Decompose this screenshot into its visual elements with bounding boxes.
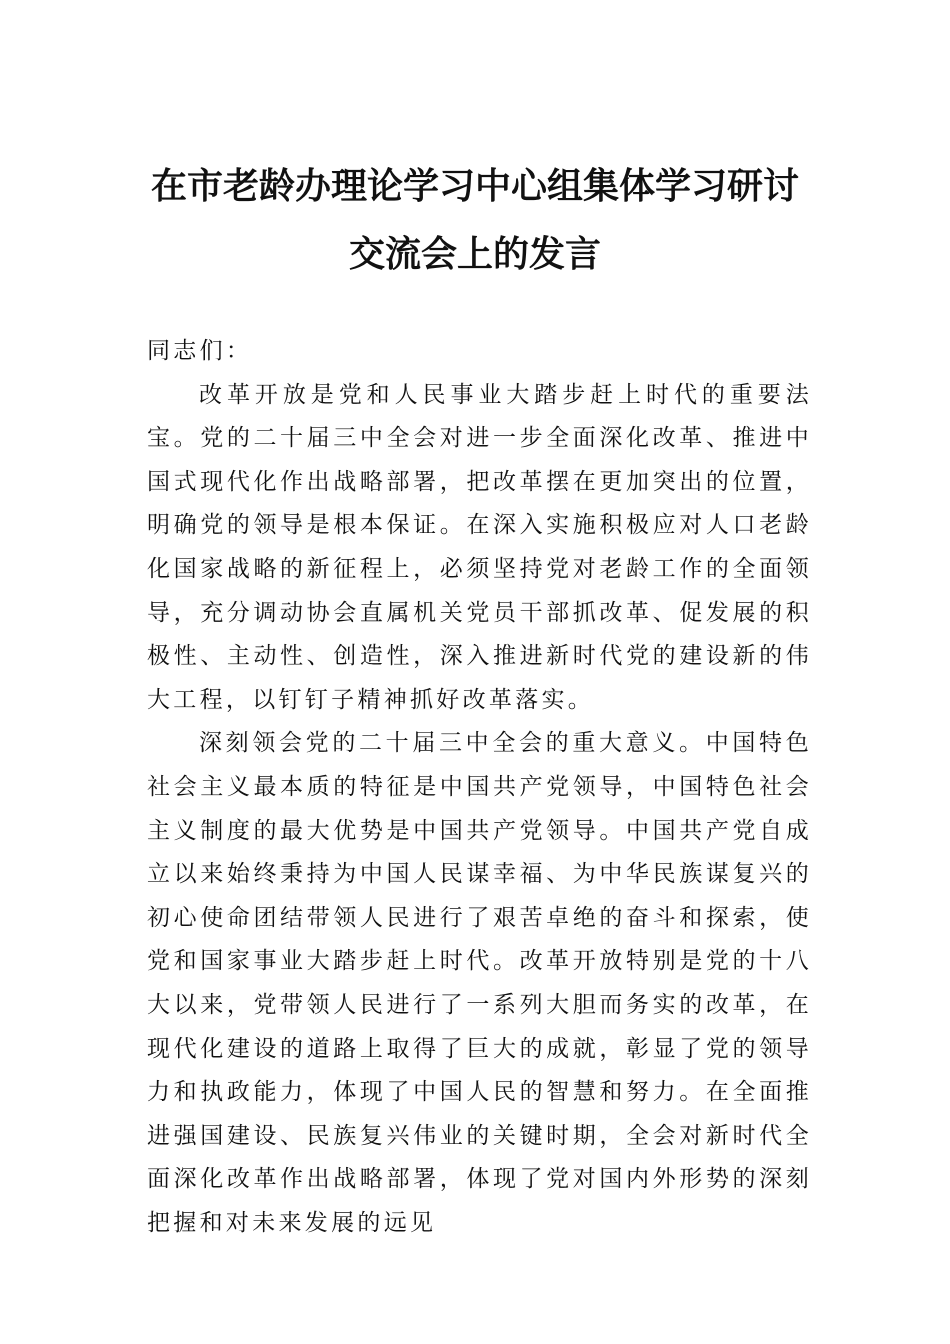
document-title-line-2: 交流会上的发言 <box>348 233 601 275</box>
paragraph-2: 深刻领会党的二十届三中全会的重大意义。中国特色社会主义最本质的特征是中国共产党领导，中国特色社会主义制度的最大优势是中国共产党领导。中国共产党自成立以来始终秉持为中国人民谋幸福、为中华民族谋复兴的初心使命团结带领人民进行了艰苦卓绝的奋斗和探索，使党和国家事业大踏步赶上时代。改革开放特别是党的十八大以来，党带领人民进行了一系列大胆而务实的改革，在现代化建设的道路上取得了巨大的成就，彰显了党的领导力和执政能力，体现了中国人民的智慧和努力。在全面推进强国建设、民族复兴伟业的关键时期，全会对新时代全面深化改革作出战略部署，体现了党对国内外形势的深刻把握和对未来发展的远见 <box>147 730 812 1236</box>
document-body <box>147 330 812 1245</box>
paragraph-1: 改革开放是党和人民事业大踏步赶上时代的重要法宝。党的二十届三中全会对进一步全面深化改革、推进中国式现代化作出战略部署，把改革摆在更加突出的位置，明确党的领导是根本保证。在深入实施积极应对人口老龄化国家战略的新征程上，必须坚持党对老龄工作的全面领导，充分调动协会直属机关党员干部抓改革、促发展的积极性、主动性、创造性，深入推进新时代党的建设新的伟大工程，以钉钉子精神抓好改革落实。 <box>147 381 812 713</box>
document-title-line-1: 在市老龄办理论学习中心组集体学习研讨 <box>150 165 799 207</box>
salutation: 同志们： <box>147 338 253 364</box>
